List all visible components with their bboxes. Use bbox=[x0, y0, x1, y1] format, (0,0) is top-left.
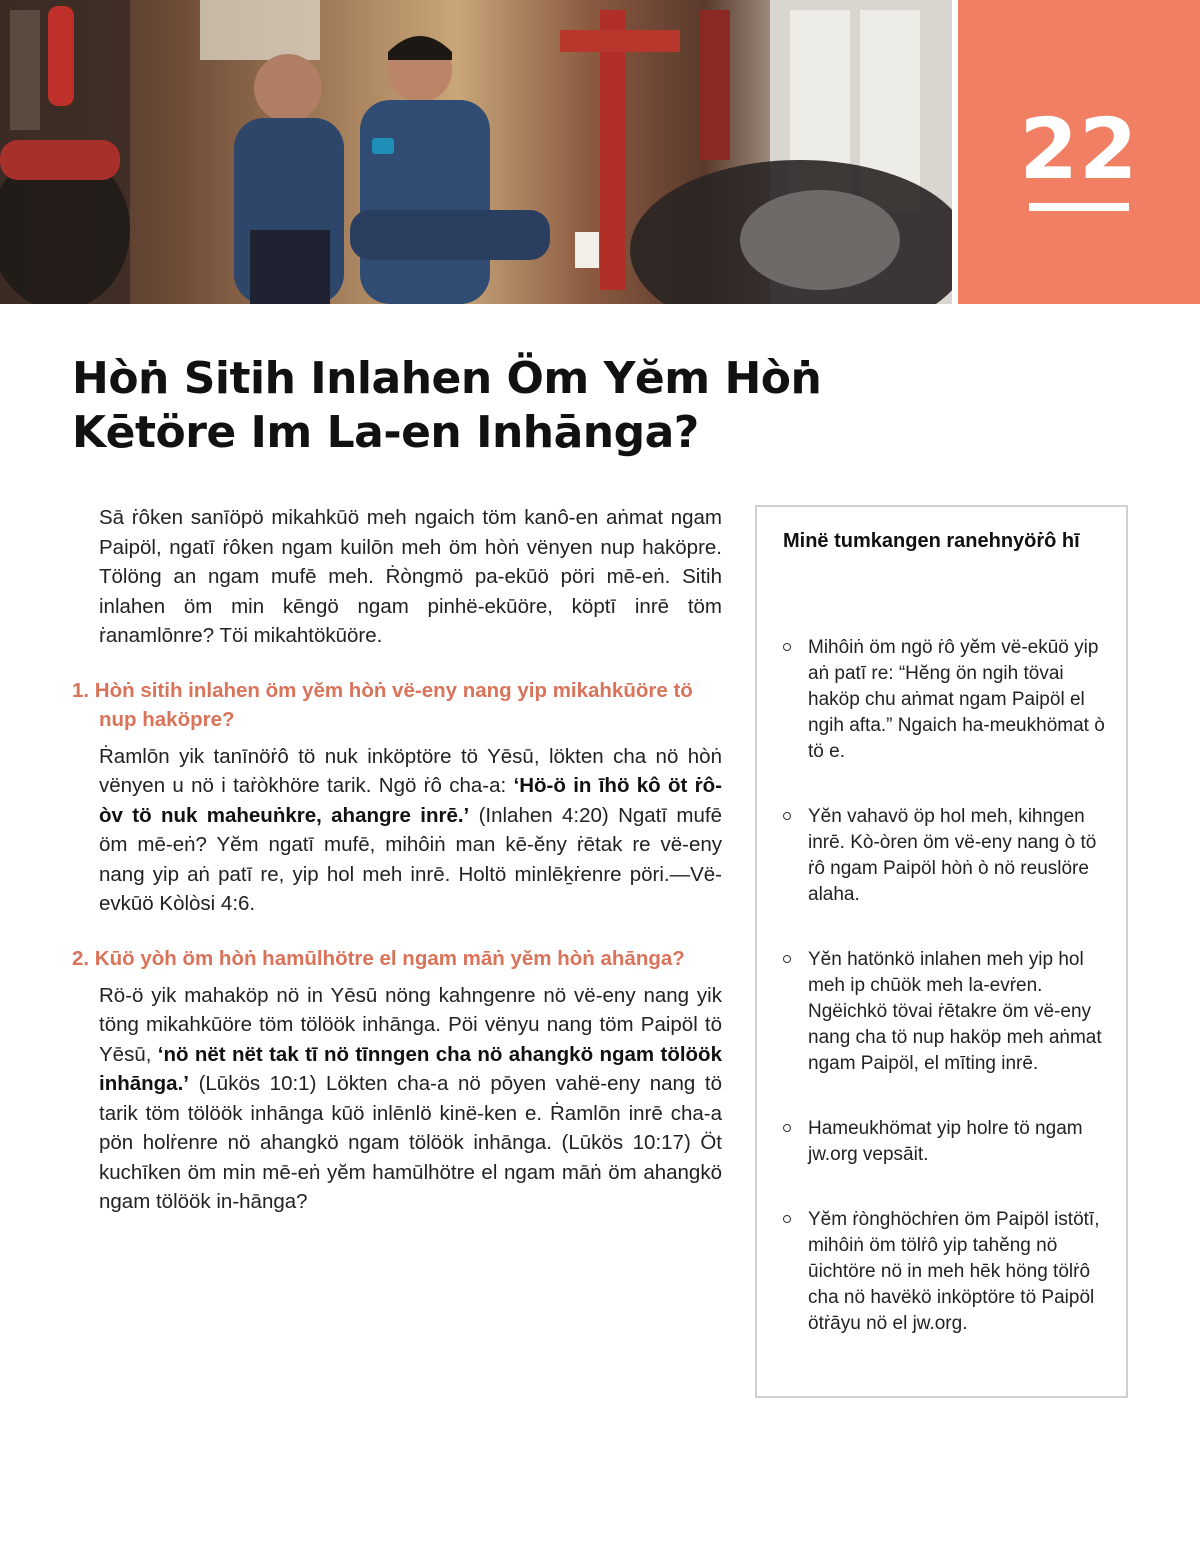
sidebar-item-text: Hameukhömat yip holre tö ngam jw.org vepsāit. bbox=[808, 1118, 1083, 1165]
lesson-number-underline bbox=[1029, 203, 1129, 211]
answer-1-scripture-quote: ‘Hö-ö in īhö kô öt ṙô-òv tö nuk maheuṅkre, ahangre inrē.’ bbox=[99, 774, 723, 827]
circle-bullet-icon bbox=[783, 955, 791, 963]
sidebar-box bbox=[755, 505, 1128, 1398]
sidebar-list-item bbox=[781, 804, 1111, 908]
sidebar-list-item bbox=[781, 635, 1111, 765]
answer-2 bbox=[99, 981, 722, 1217]
question-1: 1. Hòṅ sitih inlahen öm yĕm hòṅ vë-eny nang yip mikahkūöre tö nup haköpre? bbox=[72, 678, 693, 731]
answer-1 bbox=[99, 742, 722, 919]
hero-photo bbox=[0, 0, 952, 304]
answer-1-text-b: (Inlahen 4:20) Ngatī mufē öm mē-eṅ? Yĕm ngatī mufē, mihôiṅ man kē-ĕny ṙētak re vë-eny nang yip aṅ patī re, yip hol meh inrē. Holtö minlēḵṙenre pöri.—Vë-evkūö Kòlòsi 4:6. bbox=[99, 803, 722, 915]
answer-1-text-a: Ṙamlōn yik tanīnöṙô tö nuk inköptöre tö Yēsū, lökten cha nö hòṅ vënyen u nö i taṙòkhöre tarik. Ngö ṙô cha-a: bbox=[99, 744, 722, 797]
main-column bbox=[72, 503, 722, 1217]
answer-2-text-b: (Lūkös 10:1) Lökten cha-a nö pōyen vahë-eny nang tö tarik töm tölöök inhānga kūö inlēnlö kinë-ken e. Ṙamlōn inrē cha-a pön holṙenre nö ahangkö ngam tölöök inhānga. (Lūkös 10:17) Öt kuchīken öm min mē-eṅ yĕm hamūlhötre el ngam māṅ öm ahangkö ngam tölöök in-hānga? bbox=[99, 1072, 722, 1213]
circle-bullet-icon bbox=[783, 1124, 791, 1132]
sidebar-title: Minë tumkangen ranehnyöṙô hī bbox=[783, 530, 1080, 552]
circle-bullet-icon bbox=[783, 812, 791, 820]
sidebar-list-item bbox=[781, 1116, 1111, 1168]
answer-2-scripture-quote: ‘nö nët nët tak tī nö tīnngen cha nö ahangkö ngam tölöök inhānga.’ bbox=[99, 1042, 722, 1095]
garage-scene-illustration bbox=[0, 0, 952, 304]
sidebar-item-text: Yĕm ṙònghöchṙen öm Paipöl istötī, mihôiṅ öm tölṙô yip tahĕng nö ūichtöre nö in meh hēk höng tölṙô cha nö havëkö inköptöre tö Paipöl ötṙāyu nö el jw.org. bbox=[808, 1209, 1100, 1334]
sidebar-list-item bbox=[781, 947, 1111, 1077]
circle-bullet-icon bbox=[783, 1215, 791, 1223]
sidebar-item-text: Yĕn hatönkö inlahen meh yip hol meh ip chūök meh la-evṙen. Ngëichkö tövai ṙētakre öm vë-eny nang cha tö nup haköp meh aṅmat ngam Paipöl, el mīting inrē. bbox=[808, 949, 1102, 1074]
sidebar-item-text: Mihôiṅ öm ngö ṙô yĕm vë-ekūö yip aṅ patī re: “Hĕng ön ngih tövai haköp chu aṅmat ngam Paipöl el ngih afta.” Ngaich ha-meukhömat ò tö e. bbox=[808, 637, 1105, 762]
lesson-number: 22 bbox=[1019, 100, 1139, 198]
intro-paragraph: Sā ṙôken sanīöpö mikahkūö meh ngaich töm kanô-en aṅmat ngam Paipöl, ngatī ṙôken ngam kuilōn meh öm hòṅ vënyen nup haköpre. Tölöng an ngam mufē meh. Ṙòngmö pa-ekūö pöri mē-eṅ. Sitih inlahen öm min kēngö ngam pinhë-ekūöre, köptī inrē töm ṙanamlōnre? Töi mikahtökūöre. bbox=[99, 506, 722, 647]
sidebar-item-text: Yĕn vahavö öp hol meh, kihngen inrē. Kò-òren öm vë-eny nang ò tö ṙô ngam Paipöl hòṅ ò nö reuslöre alaha. bbox=[808, 806, 1097, 905]
circle-bullet-icon bbox=[783, 643, 791, 651]
sidebar-list-item bbox=[781, 1207, 1111, 1337]
sidebar-list bbox=[781, 635, 1111, 1376]
page-title: Hòṅ Sitih Inlahen Öm Yĕm Hòṅ Kētöre Im La-en Inhānga? bbox=[72, 353, 822, 458]
lesson-number-box bbox=[958, 0, 1200, 304]
answer-2-text-a: Rö-ö yik mahaköp nö in Yēsū nöng kahngenre nö vë-eny nang yik töng mikahkūöre töm tölöök inhānga. Pöi vënyu nang töm Paipöl tö Yēsū, bbox=[99, 983, 722, 1066]
question-2: 2. Kūö yòh öm hòṅ hamūlhötre el ngam māṅ yĕm hòṅ ahānga? bbox=[72, 946, 685, 970]
